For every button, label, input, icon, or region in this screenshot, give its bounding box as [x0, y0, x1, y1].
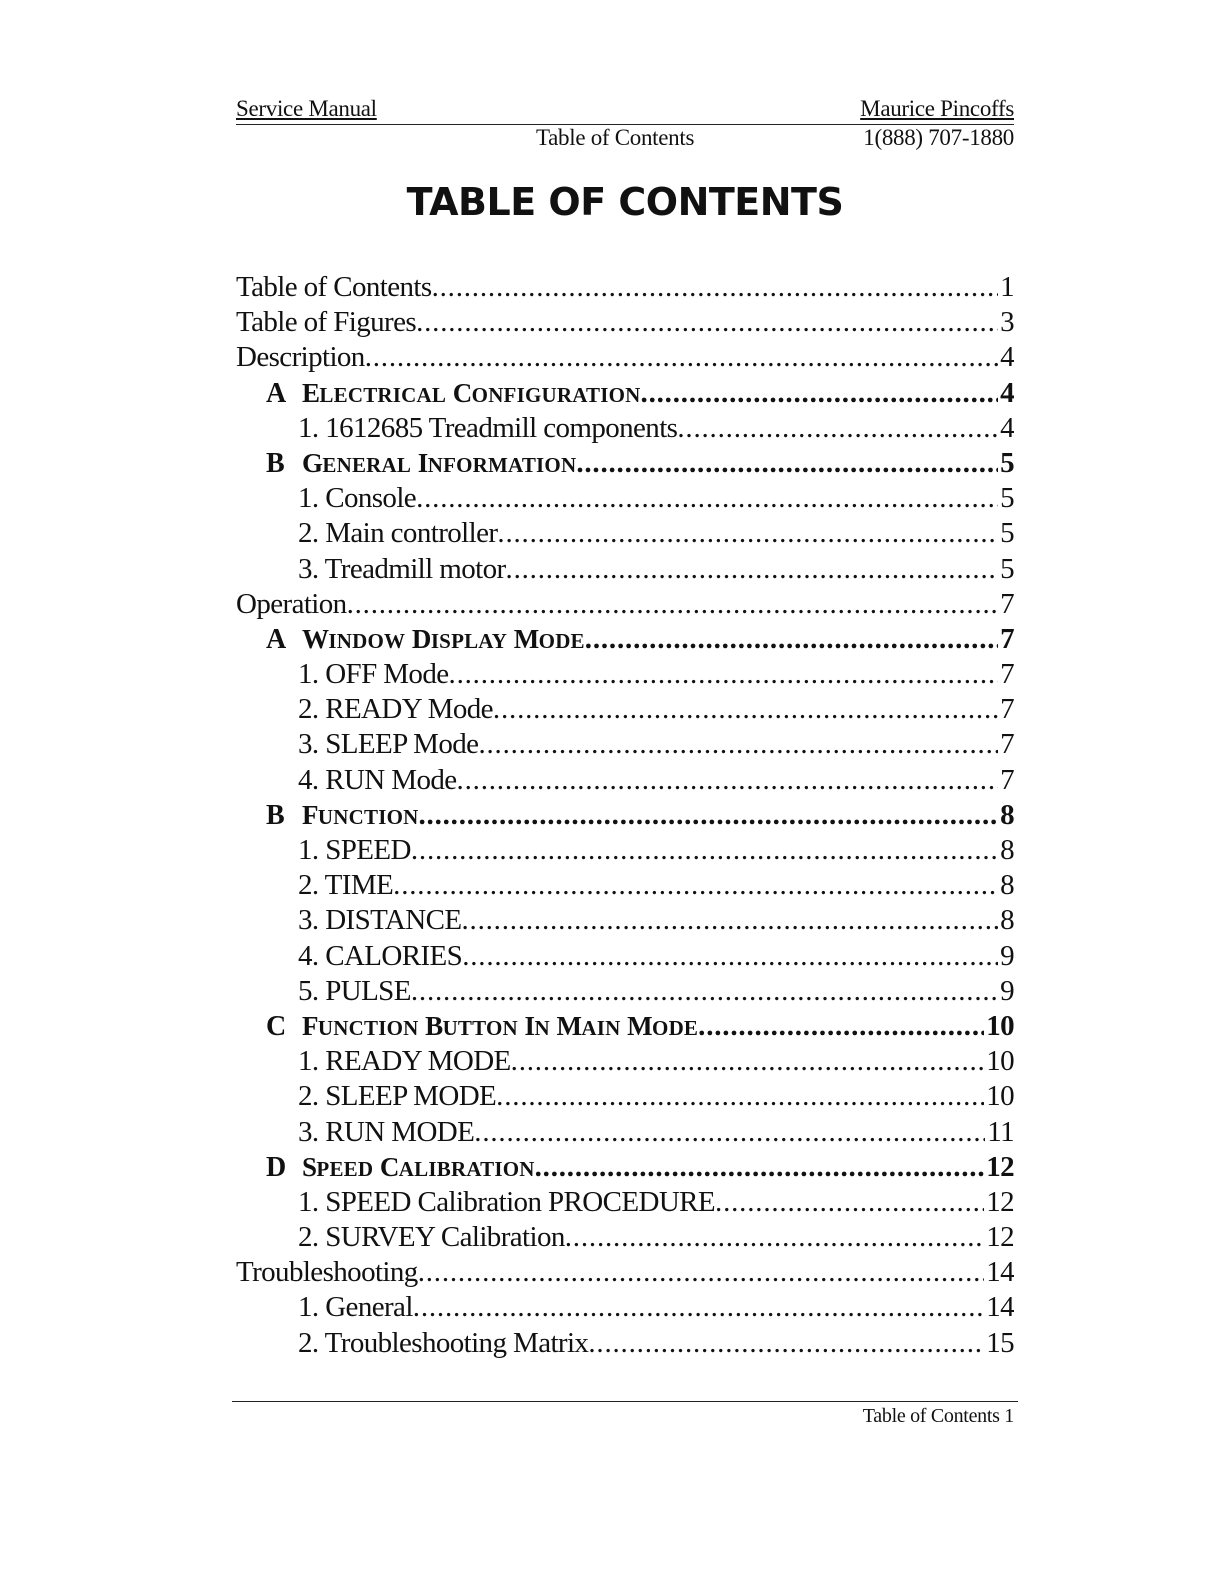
toc-page-number: 7	[1000, 587, 1014, 620]
toc-entry[interactable]	[236, 1044, 1014, 1079]
dot-leader	[677, 411, 998, 446]
toc-entry[interactable]	[236, 657, 1014, 692]
toc-page-number: 3	[1000, 306, 1014, 339]
toc-page-number: 5	[1000, 517, 1014, 550]
toc-page-number: 12	[986, 1185, 1014, 1218]
toc-page-number: 9	[1000, 974, 1014, 1007]
dot-leader	[365, 340, 998, 375]
toc-page-number: 14	[986, 1291, 1014, 1324]
toc-page-number: 7	[1000, 658, 1014, 691]
toc-entry[interactable]	[236, 622, 1014, 657]
toc-section-letter: B	[266, 799, 285, 831]
dot-leader	[565, 1220, 984, 1255]
toc-section-letter: C	[266, 1010, 286, 1042]
toc-entry-title: Table of Contents	[236, 271, 432, 303]
dot-leader	[715, 1185, 984, 1220]
toc-entry-title: 3. DISTANCE	[298, 904, 462, 937]
dot-leader	[497, 516, 998, 551]
dot-leader	[585, 622, 998, 657]
dot-leader	[347, 587, 999, 622]
toc-page-number: 7	[1000, 728, 1014, 761]
dot-leader	[462, 939, 998, 974]
toc-page-number: 10	[986, 1045, 1014, 1078]
toc-page-number: 1	[1000, 271, 1014, 303]
toc-entry[interactable]	[236, 727, 1014, 762]
toc-entry-title: 1. SPEED Calibration PROCEDURE	[298, 1185, 716, 1218]
toc-entry-title: 1. Console	[298, 482, 417, 515]
toc-entry[interactable]	[236, 1115, 1014, 1150]
dot-leader	[698, 1009, 984, 1044]
toc-entry[interactable]	[236, 516, 1014, 551]
toc-section-title: FUNCTION BUTTON IN MAIN MODE	[302, 1010, 699, 1041]
toc-entry-title: 1. OFF Mode	[298, 658, 449, 691]
toc-entry-title	[266, 1150, 535, 1185]
toc-section-letter: B	[266, 447, 285, 479]
toc-page-number: 12	[986, 1221, 1014, 1254]
toc-entry[interactable]	[236, 446, 1014, 481]
dot-leader	[496, 1079, 984, 1114]
header-bottom-row	[236, 125, 1014, 153]
dot-leader	[461, 903, 998, 938]
toc-page-number: 10	[986, 1080, 1014, 1113]
toc-entry-title: 1. General	[298, 1291, 413, 1324]
toc-entry-title: 2. SURVEY Calibration	[298, 1221, 565, 1254]
toc-section-title: SPEED CALIBRATION	[302, 1151, 535, 1182]
toc-entry[interactable]	[236, 868, 1014, 903]
toc-entry-title: 2. READY Mode	[298, 693, 493, 726]
page-title: TABLE OF CONTENTS	[406, 180, 844, 224]
toc-entry-title: 2. TIME	[298, 869, 394, 902]
toc-section-letter: A	[266, 623, 286, 655]
toc-entry[interactable]	[236, 1150, 1014, 1185]
dot-leader	[449, 657, 999, 692]
toc-entry[interactable]	[236, 376, 1014, 411]
toc-entry-title	[266, 1009, 698, 1044]
toc-entry-title: Table of Figures	[236, 306, 417, 339]
toc-page-number: 8	[1000, 904, 1014, 937]
toc-entry[interactable]	[236, 587, 1014, 622]
toc-page-number: 4	[1000, 376, 1014, 409]
toc-entry-title	[266, 376, 641, 411]
toc-entry[interactable]	[236, 692, 1014, 727]
dot-leader	[478, 727, 998, 762]
dot-leader	[413, 1290, 984, 1325]
toc-entry-title: 2. Troubleshooting Matrix	[298, 1326, 589, 1359]
dot-leader	[432, 270, 999, 305]
toc-entry-title: 4. RUN Mode	[298, 763, 457, 796]
dot-leader	[416, 481, 998, 516]
toc-entry-title: 1. 1612685 Treadmill components	[298, 411, 678, 444]
toc-page-number: 8	[1000, 798, 1014, 831]
toc-page-number: 5	[1000, 552, 1014, 585]
toc-entry[interactable]	[236, 939, 1014, 974]
page-footer: Table of Contents 1	[862, 1405, 1014, 1427]
toc-entry[interactable]	[236, 305, 1014, 340]
toc-entry[interactable]	[236, 974, 1014, 1009]
toc-page-number: 12	[986, 1150, 1014, 1183]
dot-leader	[411, 833, 998, 868]
toc-entry[interactable]	[236, 1009, 1014, 1044]
toc-page-number: 9	[1000, 939, 1014, 972]
toc-page-number: 8	[1000, 834, 1014, 866]
dot-leader	[511, 1044, 985, 1079]
table-of-contents	[236, 270, 1014, 1361]
toc-entry[interactable]	[236, 798, 1014, 833]
header-top-row	[236, 96, 1014, 125]
dot-leader	[641, 376, 999, 411]
toc-entry[interactable]	[236, 1185, 1014, 1220]
dot-leader	[418, 1255, 985, 1290]
toc-page-number: 7	[1000, 763, 1014, 796]
dot-leader	[416, 305, 998, 340]
toc-page-number: 8	[1000, 869, 1014, 902]
dot-leader	[506, 552, 999, 587]
toc-entry-title: 5. PULSE	[298, 974, 411, 1007]
toc-page-number: 10	[986, 1009, 1014, 1042]
toc-entry[interactable]	[236, 763, 1014, 798]
dot-leader	[576, 446, 998, 481]
toc-entry[interactable]	[236, 1326, 1014, 1361]
header-manual-title: Service Manual	[236, 96, 377, 121]
toc-entry-title: Troubleshooting	[236, 1256, 418, 1289]
toc-entry-title: 3. SLEEP Mode	[298, 728, 479, 761]
toc-entry[interactable]	[236, 411, 1014, 446]
toc-entry-title: 4. CALORIES	[298, 939, 463, 972]
header-phone-number: 1(888) 707-1880	[863, 125, 1014, 150]
header-company-name: Maurice Pincoffs	[860, 96, 1014, 121]
dot-leader	[474, 1115, 985, 1150]
dot-leader	[588, 1326, 984, 1361]
dot-leader	[535, 1150, 985, 1185]
toc-entry[interactable]	[236, 1220, 1014, 1255]
toc-section-title: WINDOW DISPLAY MODE	[302, 623, 585, 654]
toc-entry[interactable]	[236, 481, 1014, 516]
toc-page-number: 4	[1000, 341, 1014, 374]
toc-page-number: 7	[1000, 622, 1014, 655]
toc-entry-title: 3. RUN MODE	[298, 1115, 475, 1148]
toc-section-letter: A	[266, 377, 286, 409]
toc-entry-title: 2. Main controller	[298, 517, 498, 550]
toc-entry-title	[266, 622, 585, 657]
toc-entry[interactable]	[236, 552, 1014, 587]
dot-leader	[493, 692, 998, 727]
footer-divider	[232, 1401, 1018, 1402]
dot-leader	[393, 868, 998, 903]
toc-page-number: 5	[1000, 482, 1014, 515]
toc-entry[interactable]	[236, 1290, 1014, 1325]
toc-entry[interactable]	[236, 1255, 1014, 1290]
toc-entry-title: 1. READY MODE	[298, 1045, 511, 1078]
toc-page-number: 4	[1000, 411, 1014, 444]
dot-leader	[418, 798, 998, 833]
dot-leader	[457, 763, 999, 798]
toc-entry[interactable]	[236, 270, 1014, 305]
toc-entry[interactable]	[236, 833, 1014, 868]
toc-page-number: 15	[986, 1326, 1014, 1359]
running-header	[236, 96, 1014, 156]
toc-entry-title: 1. SPEED	[298, 834, 411, 866]
header-section-name: Table of Contents	[536, 125, 695, 150]
toc-entry[interactable]	[236, 903, 1014, 938]
toc-entry-title: Description	[236, 341, 365, 374]
toc-entry[interactable]	[236, 1079, 1014, 1114]
toc-entry-title: 3. Treadmill motor	[298, 552, 506, 585]
toc-page-number: 14	[986, 1256, 1014, 1289]
toc-section-title: ELECTRICAL CONFIGURATION	[302, 377, 641, 408]
toc-section-letter: D	[266, 1151, 286, 1183]
dot-leader	[411, 974, 998, 1009]
toc-entry-title	[266, 446, 576, 481]
toc-page-number: 7	[1000, 693, 1014, 726]
toc-entry-title: 2. SLEEP MODE	[298, 1080, 497, 1113]
toc-page-number: 5	[1000, 446, 1014, 479]
toc-section-title: FUNCTION	[302, 799, 419, 830]
toc-section-title: GENERAL INFORMATION	[302, 447, 577, 478]
toc-entry[interactable]	[236, 340, 1014, 375]
toc-entry-title: Operation	[236, 587, 347, 620]
toc-entry-title	[266, 798, 418, 833]
toc-page-number: 11	[987, 1115, 1014, 1148]
